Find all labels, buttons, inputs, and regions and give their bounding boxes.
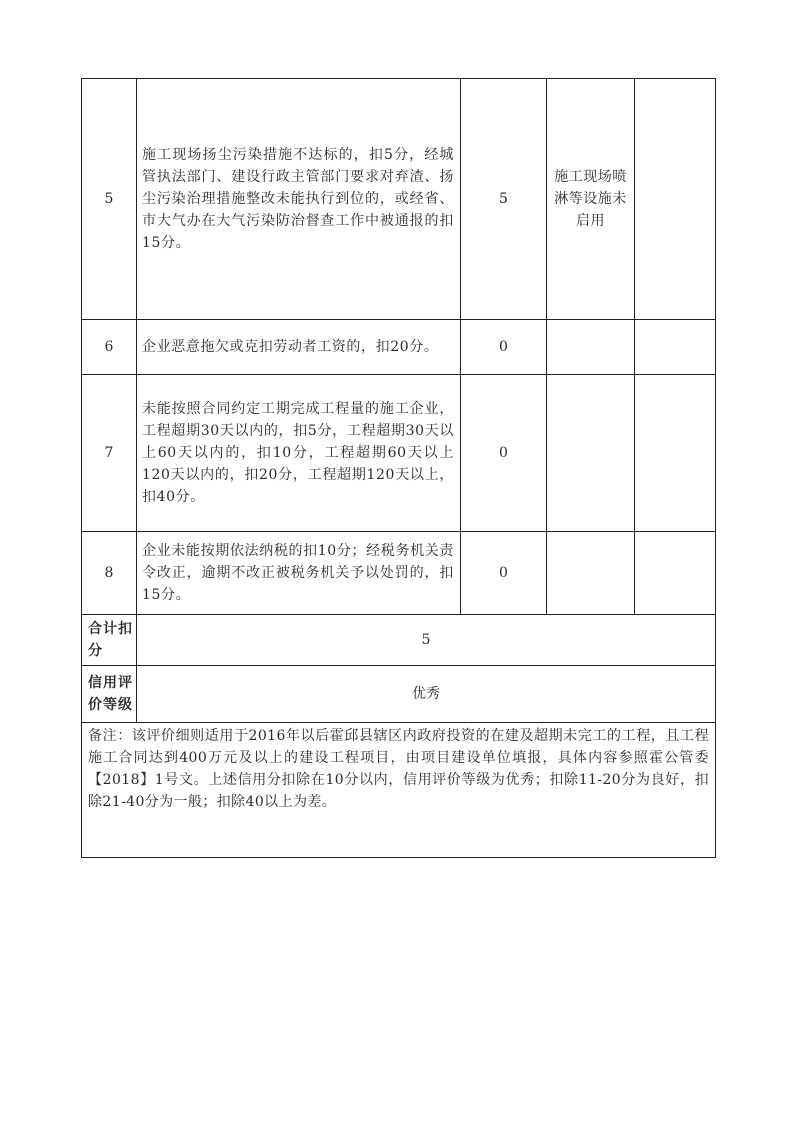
total-row [82, 615, 716, 666]
row-number: 7 [82, 375, 137, 532]
criteria-text: 企业恶意拖欠或克扣劳动者工资的，扣20分。 [137, 320, 461, 375]
empty-cell [635, 79, 716, 320]
deduction-score: 0 [461, 320, 547, 375]
credit-evaluation-table [81, 78, 716, 858]
table-row [82, 375, 716, 532]
empty-cell [635, 320, 716, 375]
grade-row [82, 666, 716, 723]
total-deduction-value: 5 [137, 615, 716, 666]
criteria-text: 未能按照合同约定工期完成工程量的施工企业，工程超期30天以内的，扣5分，工程超期30天以上60天以内的，扣10分，工程超期60天以上120天以内的，扣20分，工程超期120天以上，扣40分。 [137, 375, 461, 532]
table-row [82, 320, 716, 375]
deduction-reason [547, 320, 635, 375]
credit-grade-value: 优秀 [137, 666, 716, 723]
row-number: 6 [82, 320, 137, 375]
deduction-reason [547, 532, 635, 615]
table-row [82, 79, 716, 320]
empty-cell [635, 532, 716, 615]
deduction-reason [547, 375, 635, 532]
empty-cell [635, 375, 716, 532]
table-row [82, 532, 716, 615]
deduction-score: 0 [461, 375, 547, 532]
criteria-text: 施工现场扬尘污染措施不达标的，扣5分，经城管执法部门、建设行政主管部门要求对弃渣、扬尘污染治理措施整改未能执行到位的，或经省、市大气办在大气污染防治督查工作中被通报的扣15分。 [137, 79, 461, 320]
total-deduction-label: 合计扣分 [82, 615, 137, 666]
credit-grade-label: 信用评价等级 [82, 666, 137, 723]
row-number: 8 [82, 532, 137, 615]
deduction-score: 0 [461, 532, 547, 615]
criteria-text: 企业未能按期依法纳税的扣10分；经税务机关责令改正，逾期不改正被税务机关予以处罚的，扣15分。 [137, 532, 461, 615]
remark-text: 备注：该评价细则适用于2016年以后霍邱县辖区内政府投资的在建及超期未完工的工程，且工程施工合同达到400万元及以上的建设工程项目，由项目建设单位填报，具体内容参照霍公管委【2018】1号文。上述信用分扣除在10分以内，信用评价等级为优秀；扣除11-20分为良好，扣除21-40分为一般；扣除40以上为差。 [82, 723, 716, 858]
deduction-reason: 施工现场喷淋等设施未启用 [547, 79, 635, 320]
deduction-score: 5 [461, 79, 547, 320]
row-number: 5 [82, 79, 137, 320]
remark-row [82, 723, 716, 858]
